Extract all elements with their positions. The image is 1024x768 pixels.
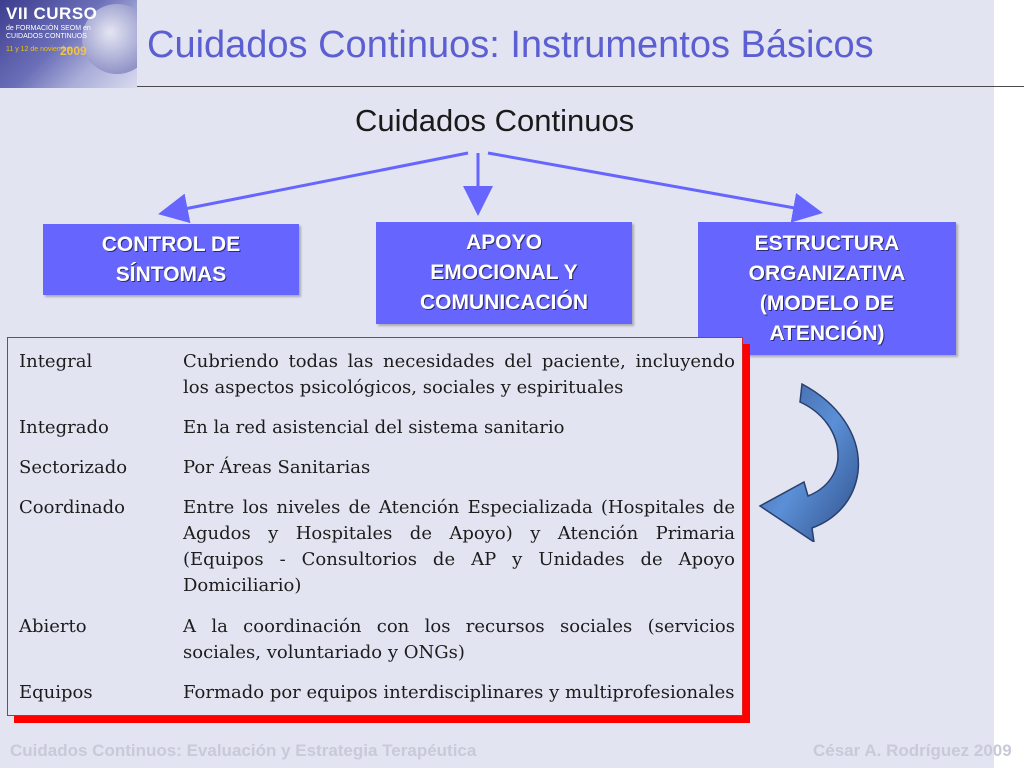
row-term: Coordinado [19,497,126,518]
row-description: Cubriendo todas las necesidades del paciente, incluyendo los aspectos psicológicos, sociales y espirituales [183,351,735,398]
box-line: (MODELO DE [759,291,895,315]
logo-line-3: 11 y 12 de noviembre [6,46,73,53]
curved-return-arrow-icon [758,382,868,542]
row-term: Integrado [19,417,109,438]
logo-year: 2009 [60,44,87,58]
row-description: En la red asistencial del sistema sanitario [183,417,565,438]
row-term: Sectorizado [19,457,128,478]
row-description: Formado por equipos interdisciplinares y multiprofesionales [183,682,735,703]
connector-arrow-left [164,153,468,213]
footer-author: César A. Rodríguez 2009 [813,741,1012,760]
footer-course-title: Cuidados Continuos: Evaluación y Estrategia Terapéutica [10,741,477,760]
box-line: CONTROL DE [101,232,241,256]
row-description: Entre los niveles de Atención Especializada (Hospitales de Agudos y Hospitales de Apoyo) y Atención Primaria (Equipos - Consultorios de AP y Unidades de Apoyo Domiciliario) [183,497,735,596]
box-line: APOYO [466,231,542,254]
logo-line-2: de FORMACIÓN SEOM en CUIDADOS CONTINUOS [6,25,91,40]
box-line: EMOCIONAL Y [430,261,578,284]
row-description: Por Áreas Sanitarias [183,457,371,478]
row-description: A la coordinación con los recursos sociales (servicios sociales, voluntariado y ONGs) [183,616,735,663]
connector-arrow-right [488,153,817,212]
box-line: COMUNICACIÓN [420,291,588,314]
logo-line-1: VII CURSO [6,4,98,23]
box-line: ORGANIZATIVA [748,261,906,285]
box-control-sintomas [43,224,299,295]
row-term: Equipos [19,682,93,703]
box-line: ATENCIÓN) [769,321,885,345]
diagram-root-label: Cuidados Continuos [355,103,635,138]
box-apoyo-emocional [376,222,632,324]
characteristics-table [7,337,743,716]
box-line: SÍNTOMAS [115,262,227,286]
row-term: Integral [19,351,93,372]
row-term: Abierto [19,616,87,637]
box-line: ESTRUCTURA [754,231,900,255]
box-estructura-organizativa [698,222,956,355]
slide-title: Cuidados Continuos: Instrumentos Básicos [147,24,874,66]
